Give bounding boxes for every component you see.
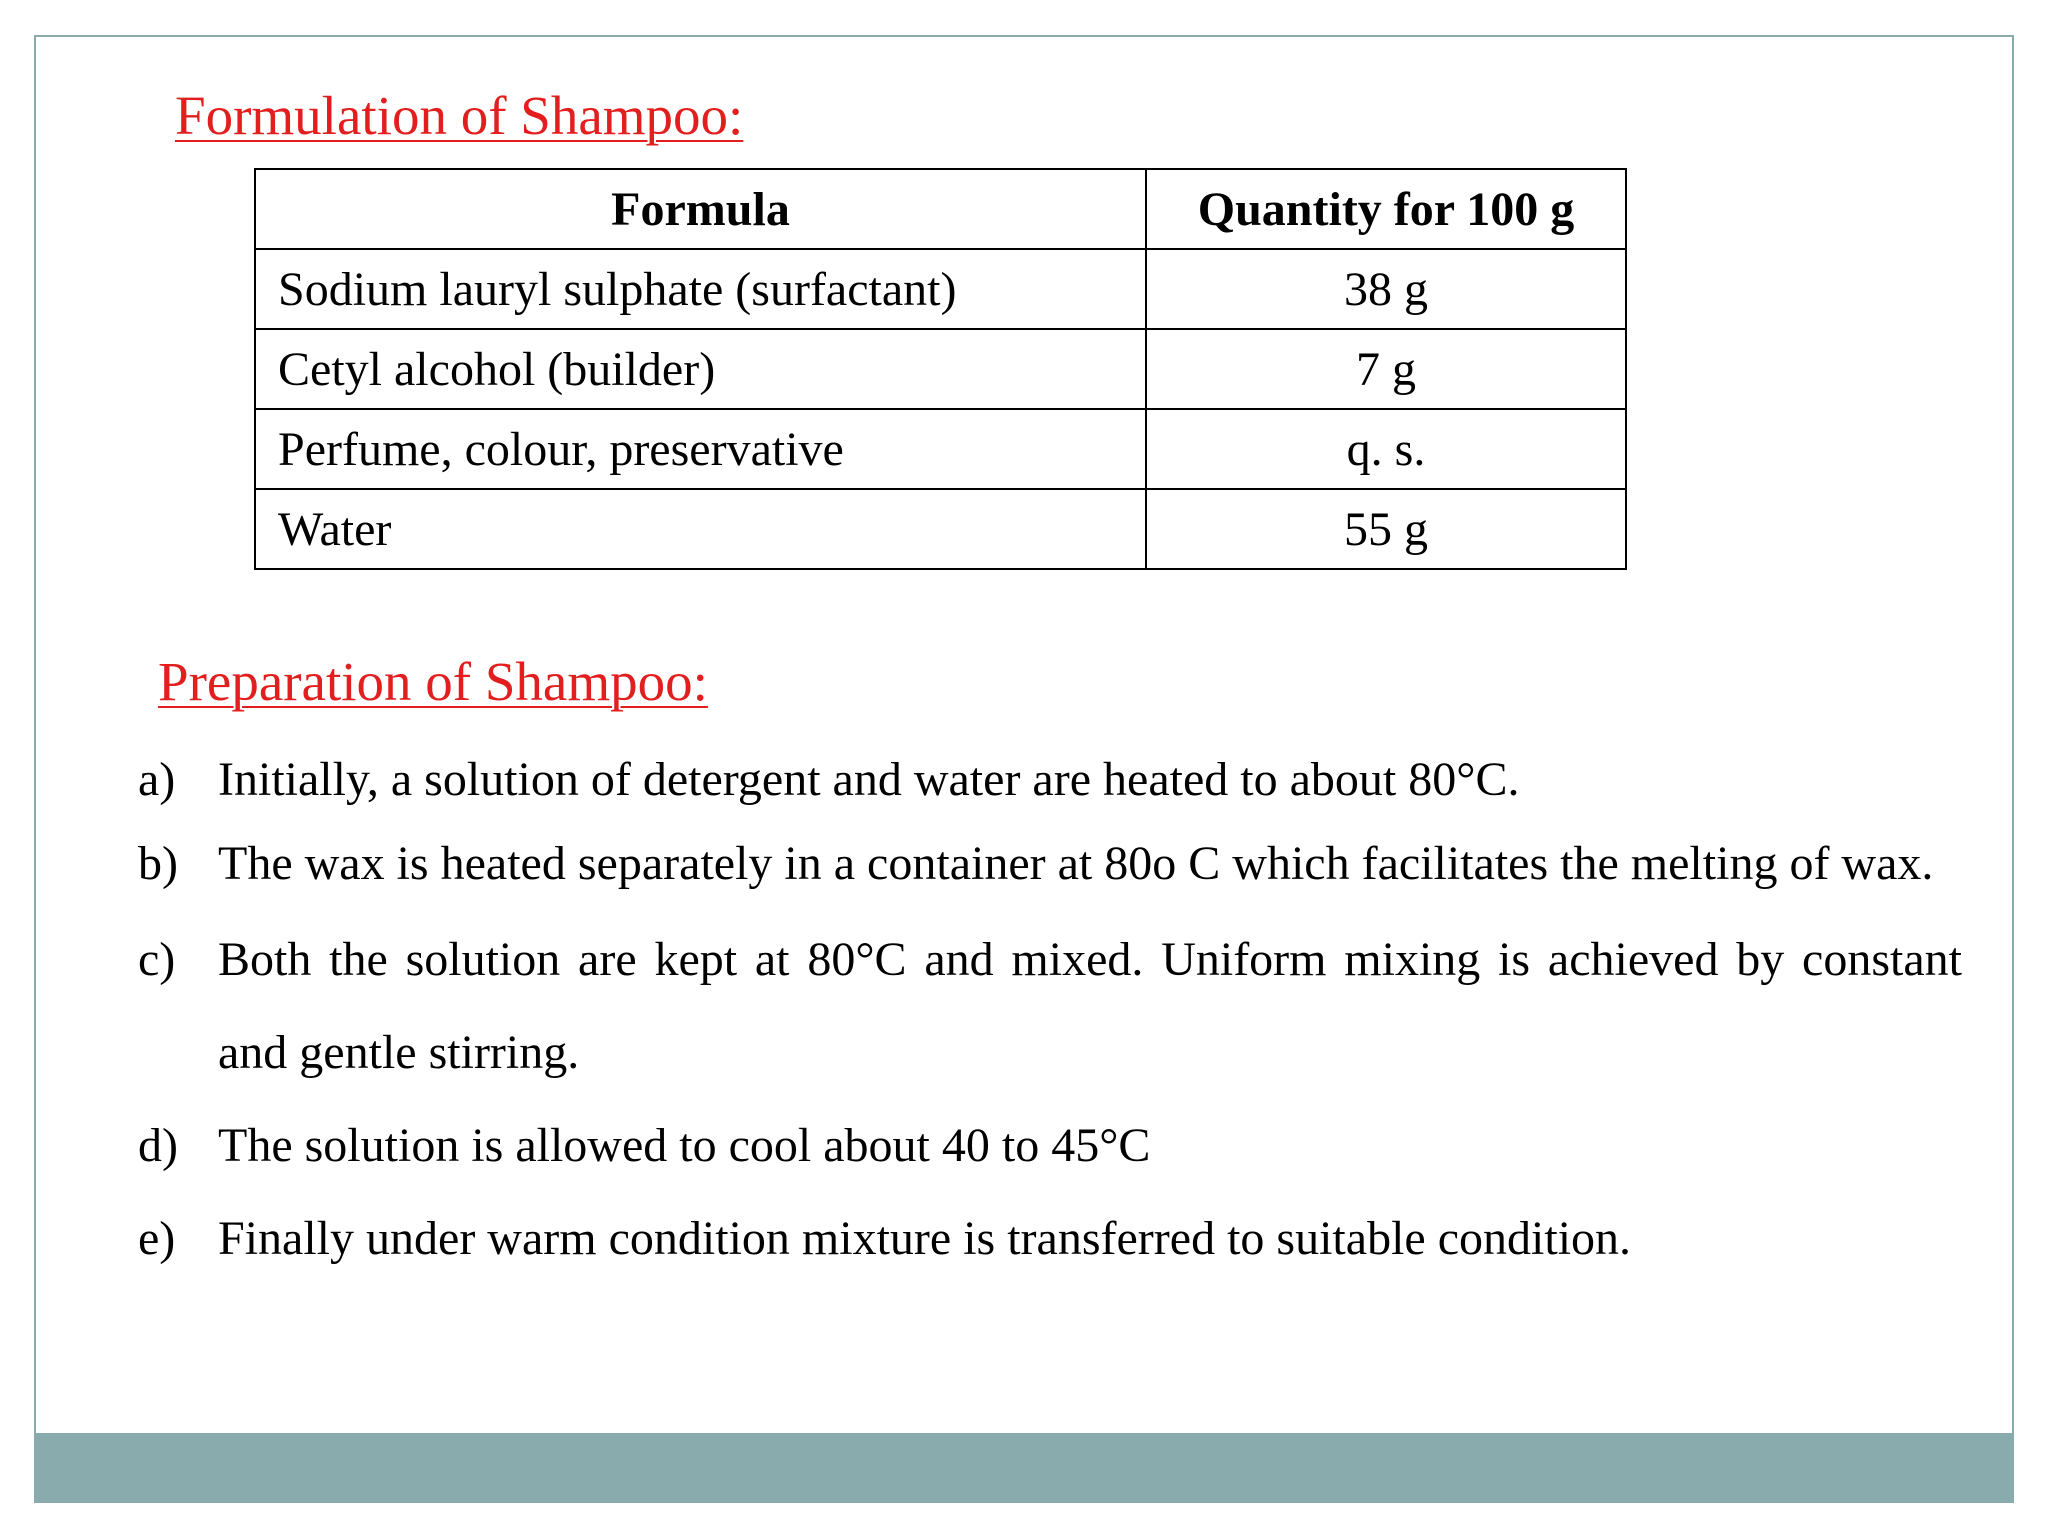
quantity-cell: 7 g <box>1146 329 1626 409</box>
formula-cell: Water <box>255 489 1146 569</box>
list-item <box>138 750 1962 810</box>
formula-cell: Cetyl alcohol (builder) <box>255 329 1146 409</box>
quantity-column-header: Quantity for 100 g <box>1146 169 1626 249</box>
step-marker: b) <box>138 837 178 890</box>
formula-column-header: Formula <box>255 169 1146 249</box>
step-marker: a) <box>138 753 176 806</box>
footer-bar <box>34 1433 2014 1503</box>
step-marker: d) <box>138 1119 178 1172</box>
preparation-heading: Preparation of Shampoo: <box>158 651 708 712</box>
formula-cell: Sodium lauryl sulphate (surfactant) <box>255 249 1146 329</box>
step-text: The wax is heated separately in a container at 80o C which facilitates the melting of wax. <box>218 837 1934 890</box>
step-marker: e) <box>138 1212 176 1265</box>
formula-table <box>254 168 1627 570</box>
table-row <box>255 329 1626 409</box>
step-text: Initially, a solution of detergent and water are heated to about 80°C. <box>218 753 1520 806</box>
formulation-heading: Formulation of Shampoo: <box>175 85 744 146</box>
table-row <box>255 409 1626 489</box>
quantity-cell: 55 g <box>1146 489 1626 569</box>
step-text: Finally under warm condition mixture is transferred to suitable condition. <box>218 1212 1632 1265</box>
table-row <box>255 249 1626 329</box>
quantity-cell: 38 g <box>1146 249 1626 329</box>
step-text: Both the solution are kept at 80°C and mixed. Uniform mixing is achieved by constant and gentle stirring. <box>218 933 1962 1079</box>
quantity-cell: q. s. <box>1146 409 1626 489</box>
list-item <box>138 1099 1962 1192</box>
list-item <box>138 1192 1962 1285</box>
preparation-steps <box>138 750 1962 1285</box>
list-item <box>138 913 1962 1099</box>
step-marker: c) <box>138 933 176 986</box>
table-row <box>255 489 1626 569</box>
table-header-row <box>255 169 1626 249</box>
formula-cell: Perfume, colour, preservative <box>255 409 1146 489</box>
list-item <box>138 817 1962 910</box>
step-text: The solution is allowed to cool about 40 to 45°C <box>218 1119 1151 1172</box>
